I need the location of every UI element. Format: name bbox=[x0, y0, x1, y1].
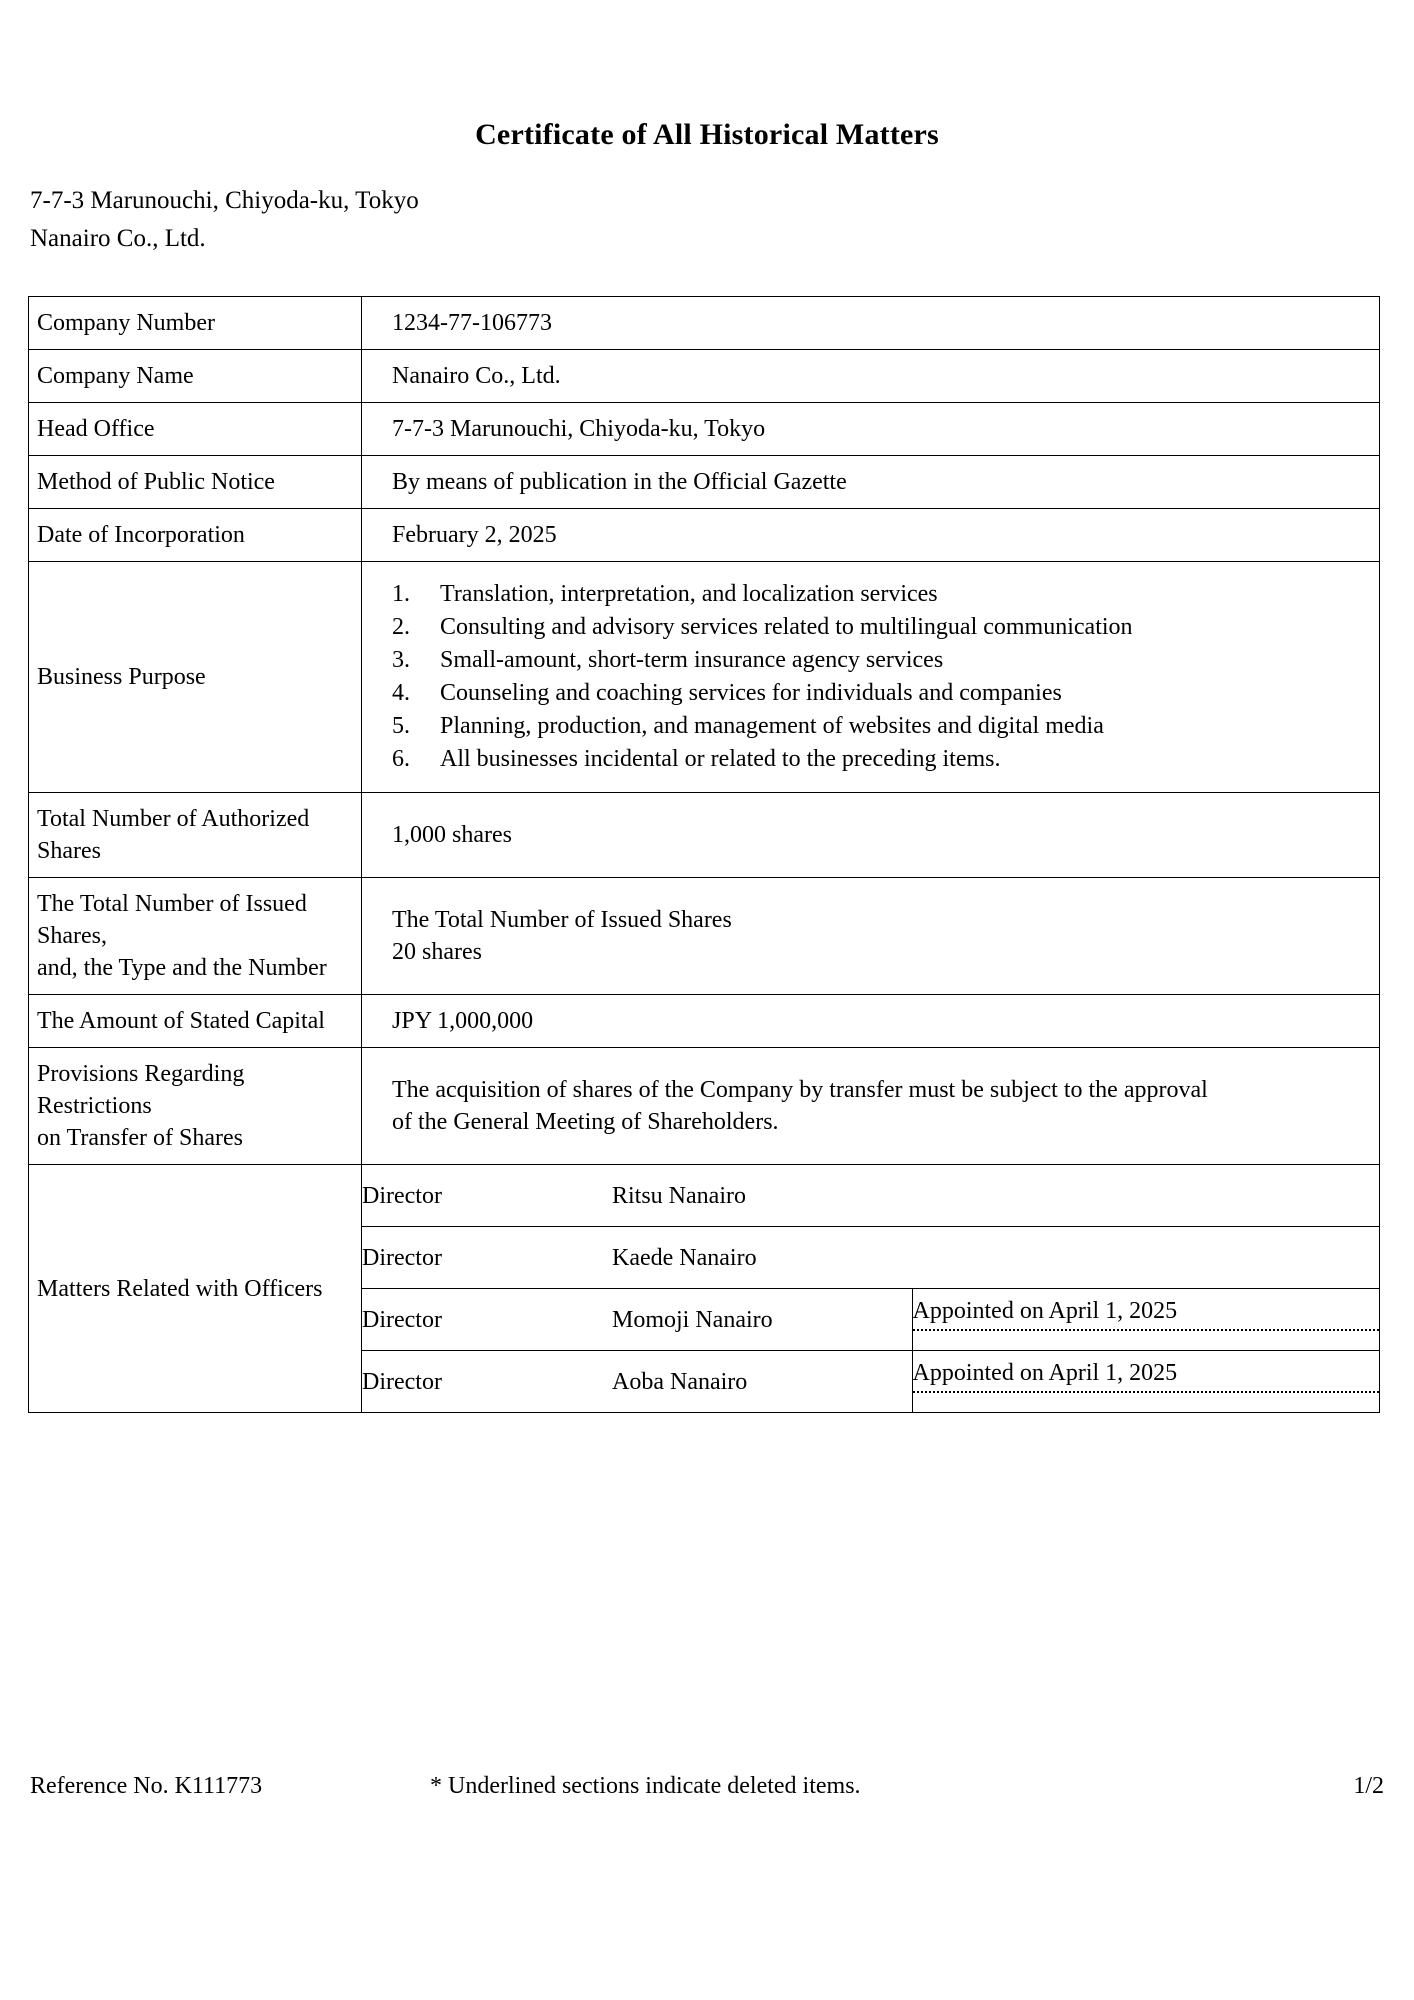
label-company-name: Company Name bbox=[29, 350, 362, 403]
table-row-stated-capital bbox=[29, 995, 1380, 1048]
officer-note bbox=[912, 1351, 1379, 1413]
value-authorized-shares: 1,000 shares bbox=[362, 793, 1380, 878]
table-row-company-number bbox=[29, 297, 1380, 350]
officer-title: Director bbox=[362, 1227, 612, 1289]
addressee-company: Nanairo Co., Ltd. bbox=[30, 225, 206, 252]
officer-note bbox=[912, 1227, 1379, 1289]
list-item-text: All businesses incidental or related to the preceding items. bbox=[440, 746, 1001, 772]
value-transfer-restrictions-line1: The acquisition of shares of the Company by transfer must be subject to the approval bbox=[392, 1077, 1208, 1103]
label-date-of-incorporation: Date of Incorporation bbox=[29, 509, 362, 562]
table-row-authorized-shares bbox=[29, 793, 1380, 878]
table-row-head-office bbox=[29, 403, 1380, 456]
addressee-block bbox=[30, 182, 419, 258]
list-item-text: Small-amount, short-term insurance agency services bbox=[440, 647, 944, 673]
officer-title: Director bbox=[362, 1368, 442, 1395]
footer-page-number: 1/2 bbox=[1353, 1773, 1384, 1799]
label-transfer-restrictions bbox=[29, 1048, 362, 1165]
value-transfer-restrictions bbox=[362, 1048, 1380, 1165]
table-row-issued-shares bbox=[29, 878, 1380, 995]
list-item bbox=[392, 743, 1365, 776]
label-transfer-restrictions-line2: on Transfer of Shares bbox=[37, 1125, 243, 1151]
value-public-notice: By means of publication in the Official Gazette bbox=[362, 456, 1380, 509]
label-company-number: Company Number bbox=[29, 297, 362, 350]
value-issued-shares-line1: The Total Number of Issued Shares bbox=[392, 907, 732, 933]
table-row-company-name bbox=[29, 350, 1380, 403]
label-authorized-shares: Total Number of Authorized Shares bbox=[29, 793, 362, 878]
officer-note-text: Appointed on April 1, 2025 bbox=[913, 1295, 1380, 1331]
table-row-incorporation bbox=[29, 509, 1380, 562]
list-item bbox=[392, 710, 1365, 743]
label-head-office: Head Office bbox=[29, 403, 362, 456]
business-purpose-list bbox=[392, 578, 1365, 776]
list-item bbox=[392, 677, 1365, 710]
list-item-text: Counseling and coaching services for individuals and companies bbox=[440, 680, 1062, 706]
list-item-text: Planning, production, and management of websites and digital media bbox=[440, 713, 1104, 739]
table-row-public-notice bbox=[29, 456, 1380, 509]
table-row-transfer-restrictions bbox=[29, 1048, 1380, 1165]
officer-note-text: Appointed on April 1, 2025 bbox=[913, 1357, 1380, 1393]
list-item bbox=[392, 578, 1365, 611]
addressee-address: 7-7-3 Marunouchi, Chiyoda-ku, Tokyo bbox=[30, 187, 419, 214]
table-row-officers bbox=[29, 1165, 1380, 1413]
label-issued-shares-line2: and, the Type and the Number bbox=[37, 955, 327, 981]
label-issued-shares bbox=[29, 878, 362, 995]
table-row-business-purpose bbox=[29, 562, 1380, 793]
table-row bbox=[362, 1351, 1379, 1413]
officer-title: Director bbox=[362, 1165, 612, 1227]
label-business-purpose: Business Purpose bbox=[29, 562, 362, 793]
value-date-of-incorporation: February 2, 2025 bbox=[362, 509, 1380, 562]
list-item-number: 3. bbox=[392, 647, 410, 673]
list-item-number: 1. bbox=[392, 581, 410, 607]
list-item bbox=[392, 644, 1365, 677]
officers-table bbox=[362, 1165, 1379, 1412]
officer-name: Momoji Nanairo bbox=[612, 1289, 912, 1351]
officer-name: Kaede Nanairo bbox=[612, 1227, 912, 1289]
value-business-purpose bbox=[362, 562, 1380, 793]
value-issued-shares-line2: 20 shares bbox=[392, 939, 482, 965]
label-transfer-restrictions-line1: Provisions Regarding Restrictions bbox=[37, 1061, 245, 1119]
table-row bbox=[362, 1165, 1379, 1227]
list-item-number: 5. bbox=[392, 713, 410, 739]
officer-note bbox=[912, 1165, 1379, 1227]
list-item bbox=[392, 611, 1365, 644]
label-issued-shares-line1: The Total Number of Issued Shares, bbox=[37, 891, 307, 949]
list-item-text: Translation, interpretation, and localization services bbox=[440, 581, 938, 607]
value-transfer-restrictions-line2: of the General Meeting of Shareholders. bbox=[392, 1109, 779, 1135]
list-item-number: 2. bbox=[392, 614, 410, 640]
label-stated-capital: The Amount of Stated Capital bbox=[29, 995, 362, 1048]
value-company-number: 1234-77-106773 bbox=[362, 297, 1380, 350]
footer-note: * Underlined sections indicate deleted items. bbox=[430, 1773, 861, 1799]
officer-name: Aoba Nanairo bbox=[612, 1368, 748, 1395]
list-item-number: 4. bbox=[392, 680, 410, 706]
list-item-number: 6. bbox=[392, 746, 410, 772]
value-company-name: Nanairo Co., Ltd. bbox=[362, 350, 1380, 403]
officer-title: Director bbox=[362, 1289, 612, 1351]
value-stated-capital: JPY 1,000,000 bbox=[362, 995, 1380, 1048]
value-head-office: 7-7-3 Marunouchi, Chiyoda-ku, Tokyo bbox=[362, 403, 1380, 456]
registry-table bbox=[28, 296, 1380, 1413]
value-officers bbox=[362, 1165, 1380, 1413]
label-public-notice: Method of Public Notice bbox=[29, 456, 362, 509]
label-matters-related-with-officers: Matters Related with Officers bbox=[29, 1165, 362, 1413]
officer-note bbox=[912, 1289, 1379, 1351]
page-title: Certificate of All Historical Matters bbox=[475, 118, 939, 151]
table-row bbox=[362, 1289, 1379, 1351]
officer-name: Ritsu Nanairo bbox=[612, 1165, 912, 1227]
table-row bbox=[362, 1227, 1379, 1289]
footer-reference-number: Reference No. K111773 bbox=[30, 1773, 263, 1799]
value-issued-shares bbox=[362, 878, 1380, 995]
list-item-text: Consulting and advisory services related to multilingual communication bbox=[440, 614, 1133, 640]
